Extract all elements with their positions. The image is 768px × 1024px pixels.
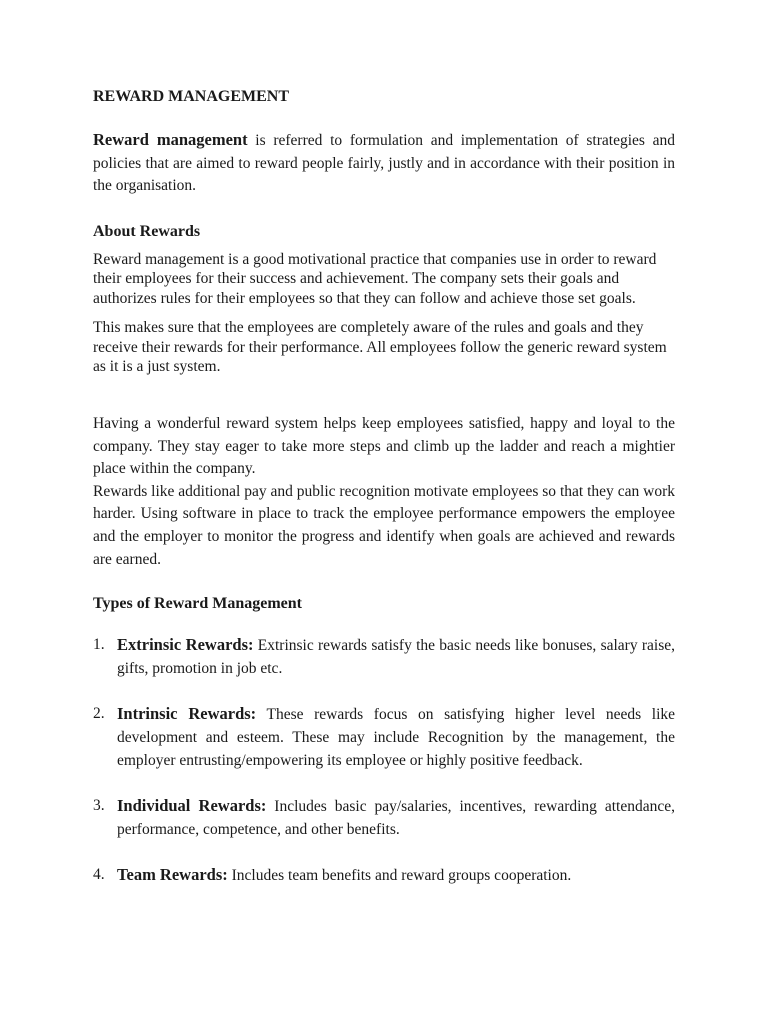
list-text: Extrinsic rewards satisfy the basic needs like bonuses, salary raise, gifts, promotion in job etc. — [117, 637, 675, 677]
list-text: These rewards focus on satisfying higher level needs like development and esteem. These may include Recognition by the management, the employer entrusting/empowering its employee or highly positive feedback. — [117, 706, 676, 769]
about-paragraph-2: This makes sure that the employees are completely aware of the rules and goals and they receive their rewards for their performance. All employees follow the generic reward system as it is a just system. — [93, 318, 667, 376]
list-term: Extrinsic Rewards: — [117, 635, 254, 655]
list-term: Individual Rewards: — [117, 796, 267, 816]
list-number: 4. — [93, 866, 105, 884]
intro-term: Reward management — [93, 130, 248, 149]
reward-types-list — [93, 634, 675, 888]
list-text: Includes basic pay/salaries, incentives, rewarding attendance, performance, competence, and other benefits. — [117, 798, 675, 838]
about-paragraph-1: Reward management is a good motivational practice that companies use in order to reward their employees for their success and achievement. The company sets their goals and authorizes rules for their employees so that they can follow and achieve those set goals. — [93, 250, 657, 308]
list-term: Intrinsic Rewards: — [117, 704, 257, 724]
intro-text: is referred to formulation and implementation of strategies and policies that are aimed to reward people fairly, justly and in accordance with their position in the organisation. — [93, 132, 675, 195]
document-title: REWARD MANAGEMENT — [93, 88, 289, 105]
document-page — [93, 86, 675, 911]
intro-paragraph — [93, 129, 675, 198]
list-number: 1. — [93, 636, 105, 654]
body-paragraph-2: Rewards like additional pay and public recognition motivate employees so that they can work harder. Using software in place to track the employee performance empowers the employee and the employer to monitor the progress and identify when goals are achieved and rewards are earned. — [93, 482, 675, 568]
list-item — [93, 795, 675, 841]
about-rewards-heading: About Rewards — [93, 222, 201, 240]
list-item — [93, 864, 675, 888]
list-number: 3. — [93, 797, 105, 815]
list-text: Includes team benefits and reward groups cooperation. — [227, 867, 572, 885]
list-term: Team Rewards: — [117, 865, 228, 885]
list-item — [93, 634, 675, 680]
list-item — [93, 703, 675, 772]
types-heading: Types of Reward Management — [93, 595, 303, 613]
body-paragraph-1: Having a wonderful reward system helps keep employees satisfied, happy and loyal to the company. They stay eager to take more steps and climb up the ladder and reach a mightier place within the company. — [93, 415, 675, 478]
list-number: 2. — [93, 705, 105, 723]
